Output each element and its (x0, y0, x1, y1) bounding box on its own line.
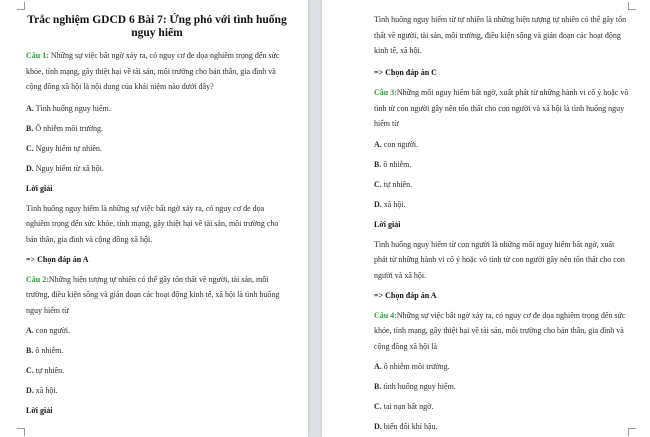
solution-heading: Lời giải (374, 219, 401, 229)
option-text: con người. (33, 325, 71, 335)
option-a (374, 359, 629, 375)
option-letter: D. (374, 421, 382, 431)
option-letter: D. (26, 163, 34, 173)
question-text: Những hiện tượng tự nhiên có thể gây tổn thất về người, tài sản, môi trường, điều kiện sống và gián đoạn các hoạt động kinh tế, xã hội là tình huống nguy hiểm từ (26, 274, 280, 315)
option-d (374, 197, 629, 213)
option-c (26, 363, 288, 379)
option-text: xã hội. (381, 199, 406, 209)
question-text: Những sự việc bất ngờ xảy ra, có nguy cơ đe dọa nghiêm trọng đến sức khỏe, tính mạng, gây thiệt hại về tài sản, môi trường cho bản thân, gia đình và cộng đồng xã hội là (374, 310, 626, 351)
solution-heading: Lời giải (26, 183, 53, 193)
option-letter: C. (374, 179, 382, 189)
option-letter: B. (374, 381, 382, 391)
option-d (26, 161, 288, 177)
option-a (374, 137, 629, 153)
option-text: ô nhiễm. (381, 159, 412, 169)
page-corner-mark (17, 428, 25, 436)
option-text: biến đổi khí hậu. (381, 421, 438, 431)
option-d (26, 383, 288, 399)
option-letter: A. (26, 103, 34, 113)
document-page-right (322, 0, 650, 437)
question-label: Câu 2: (26, 274, 49, 284)
option-letter: A. (374, 361, 382, 371)
question-2 (26, 272, 288, 319)
option-a (26, 323, 288, 339)
question-4 (374, 308, 629, 355)
option-text: tình huống nguy hiểm. (381, 381, 456, 391)
explanation: Tình huống nguy hiểm từ tự nhiên là những hiện tượng tự nhiên có thể gây tổn thất về người, tài sản, môi trường, điều kiện sống và gián đoạn các hoạt động kinh tế, xã hội. (374, 15, 627, 55)
option-letter: C. (374, 401, 382, 411)
option-b (26, 343, 288, 359)
document-page-left (0, 0, 308, 437)
option-c (374, 177, 629, 193)
option-text: Nguy hiểm tự nhiên. (33, 143, 102, 153)
option-d (374, 419, 629, 435)
option-text: xã hội. (33, 385, 58, 395)
question-text: Những mối nguy hiểm bất ngờ, xuất phát từ những hành vi cố ý hoặc vô tình từ con người gây nên tổn thất cho con người và xã hội là tình huống nguy hiểm từ (374, 88, 629, 128)
option-letter: A. (26, 325, 34, 335)
answer-line: => Chọn đáp án A (374, 290, 437, 300)
option-letter: D. (26, 385, 34, 395)
option-c (26, 141, 288, 157)
question-text: Những sự việc bất ngờ xảy ra, có nguy cơ đe dọa nghiêm trọng đến sức khỏe, tính mạng, gây thiệt hại về tài sản, môi trường cho bản thân, gia đình và cộng đồng xã hội là nội dung của khái niệm nào dưới đây? (26, 51, 280, 91)
option-text: ô nhiễm. (33, 345, 64, 355)
option-letter: D. (374, 199, 382, 209)
question-label: Câu 4: (374, 310, 397, 320)
option-b (374, 379, 629, 395)
page-corner-mark (628, 428, 636, 436)
question-1 (26, 48, 288, 95)
option-text: tai nạn bất ngờ. (381, 401, 434, 411)
question-label: Câu 3: (374, 88, 397, 97)
page-title: Trắc nghiệm GDCD 6 Bài 7: Ứng phó với tình huống nguy hiểm (27, 14, 287, 39)
option-b (26, 121, 288, 137)
option-text: Ô nhiễm môi trường. (33, 123, 104, 133)
explanation: Tình huống nguy hiểm từ con người là những mối nguy hiểm bất ngờ, xuất phát từ những hành vi cố ý hoặc vô tình từ con người gây nên tổn thất cho con người và xã hội. (374, 239, 625, 280)
option-letter: C. (26, 143, 34, 153)
page-corner-mark (628, 2, 636, 10)
option-text: tự nhiên. (33, 365, 65, 375)
option-letter: B. (374, 159, 382, 169)
answer-line: => Chọn đáp án A (26, 254, 89, 264)
question-label: Câu 1: (26, 51, 49, 60)
option-text: Nguy hiểm từ xã hội. (33, 163, 104, 173)
explanation: Tình huống nguy hiểm là những sự việc bất ngờ xảy ra, có nguy cơ đe dọa nghiêm trọng đến sức khỏe, tính mạng, gây thiệt hại về tài sản, môi trường cho bản thân, gia đình và cộng đồng xã hội. (26, 203, 279, 244)
question-3 (374, 85, 629, 132)
option-text: con người. (381, 139, 419, 149)
page-corner-mark (17, 2, 25, 10)
option-text: ô nhiễm môi trường. (381, 361, 450, 371)
option-letter: A. (374, 139, 382, 149)
option-c (374, 399, 629, 415)
option-letter: B. (26, 123, 34, 133)
answer-line: => Chọn đáp án C (374, 67, 437, 77)
option-b (374, 157, 629, 173)
solution-heading: Lời giải (26, 405, 53, 415)
option-letter: C. (26, 365, 34, 375)
option-text: Tình huống nguy hiểm. (33, 103, 111, 113)
option-letter: B. (26, 345, 34, 355)
option-text: tự nhiên. (381, 179, 413, 189)
option-a (26, 101, 288, 117)
